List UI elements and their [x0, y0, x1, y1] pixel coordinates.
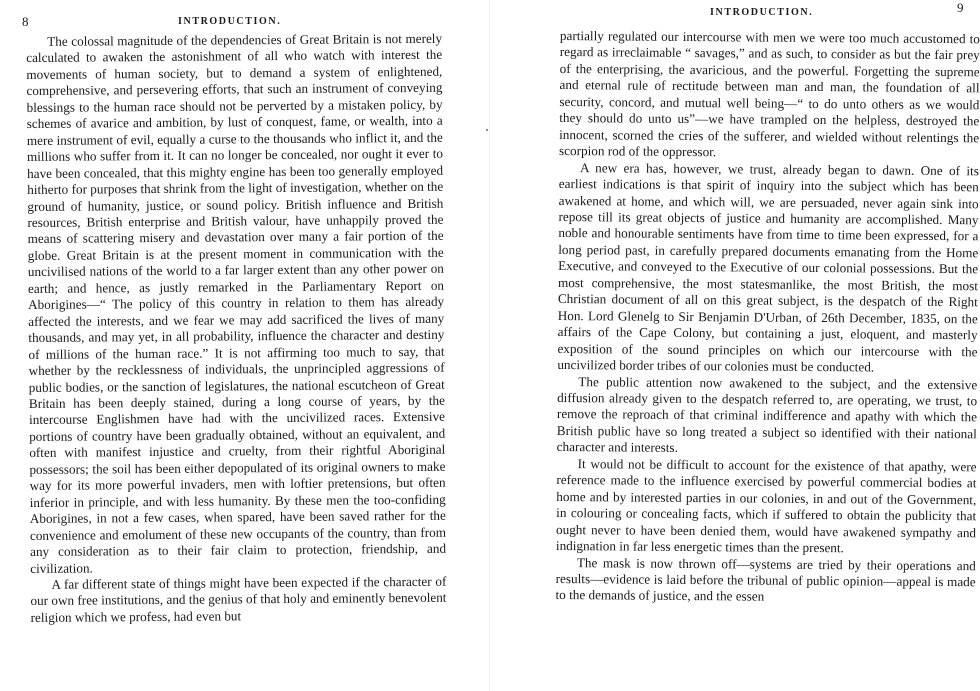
left-text-column — [26, 31, 447, 627]
page-number: 8 — [22, 14, 29, 29]
paragraph: A new era has, however, we trust, already began to dawn. One of its earliest indications is that spirit of inquiry into the subject which has been awakened at home, and which will, we are persuaded, never again sink into repose till its great objects of justice and humanity are accomplished. Many noble and honourable sentiments have from time to time been expressed, for a long period past, in carefully prepared documents emanating from the Home Executive, and conveyed to the Executive of our colonial possessions. But the most comprehensive, the most statesmanlike, the most British, the most Christian document of all on this great subject, is the despatch of the Right Hon. Lord Glenelg to Sir Benjamin D'Urban, of 26th December, 1835, on the affairs of the Cape Colony, but containing a just, eloquent, and masterly exposition of the sound principles on which our intercourse with the uncivilized border tribes of our colonies must be conducted. — [557, 159, 979, 375]
page-number: 9 — [957, 0, 964, 15]
right-text-column — [555, 28, 980, 607]
print-speck — [486, 129, 488, 131]
paragraph: partially regulated our intercourse with men we were too much accustomed to regard as irreclaimable “ savages,” and as such, to consider as but the fair prey of the enterprising, the avaricious, and the powerful. Forgetting the supreme and eternal rule of rectitude between man and man, the foundation of all security, concord, and mutual well being—“ to do unto others as we would they should do unto us”—we have trampled on the helpless, destroyed the innocent, scorned the cries of the sufferer, and wielded without relentings the scorpion rod of the oppressor. — [558, 28, 980, 160]
paragraph: The mask is now thrown off—systems are tried by their operations and results—evidence is laid before the tribunal of public opinion—appeal is made to the demands of justice, and the essen — [555, 554, 976, 605]
running-head: INTRODUCTION. — [178, 16, 282, 27]
paragraph: The colossal magnitude of the dependencies of Great Britain is not merely calculated to awaken the astonishment of all who watch with interest the movements of human society, but to demand a system of enlightened, comprehensive, and persevering efforts, that such an instrument of conveying blessings to the human race should not be perverted by a mistaken policy, by schemes of avarice and ambition, by lust of conquest, fame, or wealth, into a mere instrument of evil, equally a curse to the thousands who inflict it, and the millions who suffer from it. It can no longer be concealed, nor ought it ever to have been concealed, that this mighty engine has been too generally employed hitherto for purposes that shrink from the light of investigation, whether on the ground of humanity, justice, or sound policy. British influence and British resources, British enterprise and British valour, have unhappily proved the means of scattering misery and devastation over many a fair portion of the globe. Great Britain is at the present moment in communication with the uncivilised nations of the world to a far larger extent than any other power on earth; and hence, as justly remarked in the Parliamentary Report on Aborigines—“ The policy of this country in relation to them has already affected the interests, and we fear we may add sacrificed the lives of many thousands, and may yet, in all probability, influence the character and destiny of millions of the human race.” It is not affirming too much to say, that whether by the recklessness of individuals, the unprincipled aggressions of public bodies, or the sanction of legislatures, the national escutcheon of Great Britain has been deeply stained, during a long course of years, by the intercourse Englishmen have had with the uncivilized races. Extensive portions of country have been gradually obtained, without an equivalent, and often with manifest injustice and cruelty, from their rightful Aboriginal possessors; the soil has been either depopulated of its original owners to make way for its more powerful invaders, men with loftier pretensions, but often inferior in principle, and with less humanity. By these men the too-confiding Aborigines, in not a few cases, when spared, have been saved rather for the convenience and emolument of these new occupants of the country, than from any consideration as to their fair claim to protection, friendship, and civilization. — [26, 30, 447, 576]
paragraph: The public attention now awakened to the subject, and the extensive diffusion already given to the despatch referred to, are operating, we trust, to remove the reproach of that criminal indifference and apathy with which the British public have so long treated a subject so identified with their national character and interests. — [556, 373, 978, 456]
paragraph: It would not be difficult to account for the existence of that apathy, were reference made to the influence exercised by powerful commercial bodies at home and by interested parties in our colonies, in and out of the Government, in colouring or concealing facts, which if suffered to obtain the publicity that ought never to have been denied them, would have awakened sympathy and indignation in far less energetic times than the present. — [555, 455, 977, 556]
right-page — [490, 0, 980, 691]
paragraph: A far different state of things might have been expected if the character of our own free institutions, and the genius of that holy and eminently benevolent religion which we profess, had even but — [30, 573, 447, 625]
running-head: INTRODUCTION. — [710, 7, 814, 18]
